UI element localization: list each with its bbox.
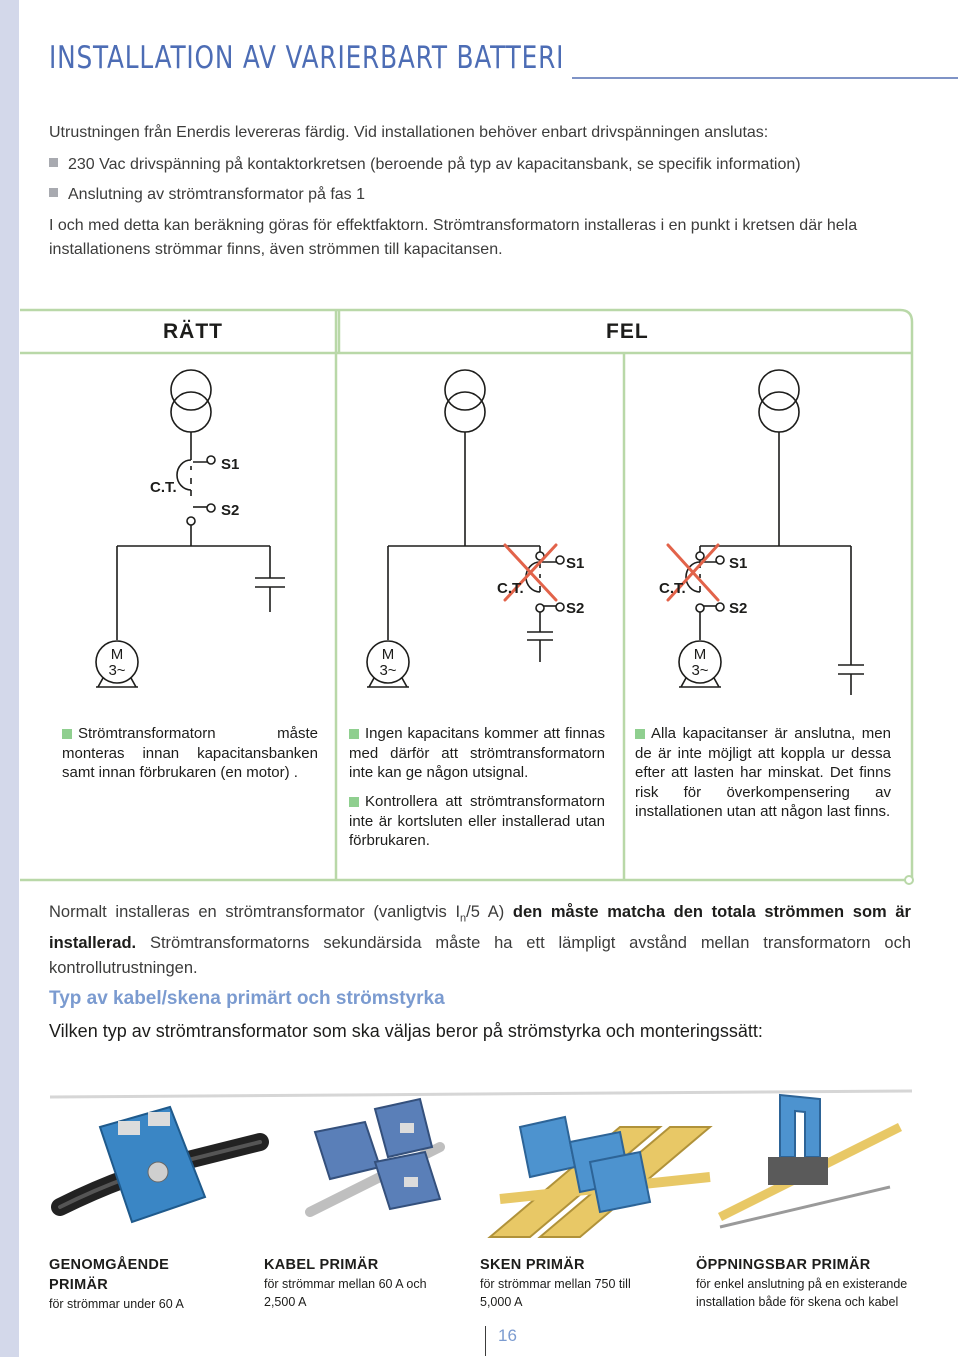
bullet-square-icon (635, 729, 645, 739)
intro-line: installationens strömmar finns, även strömmen till kapacitansen. (49, 241, 503, 258)
intro-line: Utrustningen från Enerdis levereras färdig. Vid installationen behöver enbart drivspänningen anslutas: (49, 124, 769, 141)
s1-label: S1 (566, 555, 585, 572)
para-part: Strömtransformatorns sekundärsida måste ha ett lämpligt avstånd mellan transformatorn och kontrollutrustningen. (49, 934, 911, 978)
heading-wrong: FEL (606, 320, 649, 343)
motor-m: M (110, 646, 124, 663)
ct-label: C.T. (659, 580, 686, 597)
s1-label: S1 (221, 456, 240, 473)
body-paragraph (49, 900, 911, 981)
installation-diagram (0, 290, 960, 890)
heading-right: RÄTT (163, 320, 223, 343)
intro-line: I och med detta kan beräkning göras för effektfaktorn. Strömtransformatorn installeras i en punkt i kretsen där hela (49, 217, 858, 234)
bullet-square-icon (62, 729, 72, 739)
product-photos (20, 1087, 912, 1249)
bullet-square-icon (49, 188, 58, 197)
intro-bullet (49, 186, 365, 204)
product-title: KABEL PRIMÄR (264, 1257, 379, 1273)
product-desc: för strömmar mellan 750 till 5,000 A (480, 1277, 631, 1309)
note-wrong-2-text: Alla kapacitanser är anslutna, men de är inte möjligt att koppla ur dessa efter att lasten har minskat. Det finns risk för överkompensering av installationen utan att någon last finns. (635, 725, 891, 820)
motor-label (368, 647, 408, 679)
capacitor-icon (255, 578, 285, 612)
motor-label (680, 647, 720, 679)
product-title: GENOMGÅENDE PRIMÄR (49, 1257, 170, 1293)
motor-phase: 3~ (691, 662, 709, 679)
transformer-icon (759, 370, 799, 432)
product-desc: för strömmar mellan 60 A och 2,500 A (264, 1277, 427, 1309)
intro-bullet-text: Anslutning av strömtransformator på fas 1 (68, 186, 366, 203)
note-wrong-2 (635, 724, 891, 822)
product-title: ÖPPNINGSBAR PRIMÄR (696, 1257, 871, 1273)
product-photo-strip (20, 1087, 912, 1249)
bullet-square-icon (349, 729, 359, 739)
para-part: Normalt installeras en strömtransformator (vanligtvis (49, 903, 456, 921)
subheading: Typ av kabel/skena primärt och strömstyrka (49, 988, 445, 1009)
bullet-square-icon (349, 797, 359, 807)
page-number: 16 (498, 1326, 517, 1345)
para-part: I (455, 903, 461, 921)
ct-label: C.T. (497, 580, 524, 597)
capacitor-icon (527, 632, 553, 662)
page-title: INSTALLATION AV VARIERBART BATTERI (49, 40, 565, 76)
subheading-text: Vilken typ av strömtransformator som ska väljas beror på strömstyrka och monteringssätt: (49, 1021, 763, 1041)
para-part: /5 A) (466, 903, 513, 921)
motor-phase: 3~ (379, 662, 397, 679)
note-right-text: Strömtransformatorn måste monteras innan kapacitansbanken samt innan förbrukaren (en motor) . (62, 725, 318, 781)
product-desc: för strömmar under 60 A (49, 1297, 184, 1311)
note-wrong-1a-text: Ingen kapacitans kommer att finnas med därför att strömtransformatorn inte kan ge någon utsignal. (349, 725, 605, 781)
current-transformer-icon (177, 460, 191, 490)
intro-bullet-text: 230 Vac drivspänning på kontaktorkretsen (beroende på typ av kapacitansbank, se specifik information) (68, 156, 801, 173)
motor-m: M (693, 646, 707, 663)
product-desc: för enkel anslutning på en existerande installation både för skena och kabel (696, 1277, 908, 1309)
motor-label (97, 647, 137, 679)
product-title: SKEN PRIMÄR (480, 1257, 585, 1273)
page-number-rule (485, 1326, 486, 1356)
motor-m: M (381, 646, 395, 663)
para-sub: n (460, 912, 467, 925)
para-bold: den måste matcha den totala strömmen som är installerad. (49, 903, 911, 953)
title-rule (572, 77, 958, 79)
note-wrong-1b-text: Kontrollera att strömtransformatorn inte är kortsluten eller installerad utan förbrukaren. (349, 793, 605, 849)
transformer-icon (171, 370, 211, 432)
ct-label: C.T. (150, 479, 177, 496)
intro-bullet (49, 156, 801, 174)
capacitor-icon (838, 665, 864, 695)
motor-phase: 3~ (108, 662, 126, 679)
note-wrong-1a (349, 724, 605, 783)
note-wrong-1b (349, 792, 605, 851)
s1-label: S1 (729, 555, 748, 572)
s2-label: S2 (729, 600, 748, 617)
note-right (62, 724, 318, 783)
s2-label: S2 (566, 600, 585, 617)
bullet-square-icon (49, 158, 58, 167)
transformer-icon (445, 370, 485, 432)
s2-label: S2 (221, 502, 240, 519)
